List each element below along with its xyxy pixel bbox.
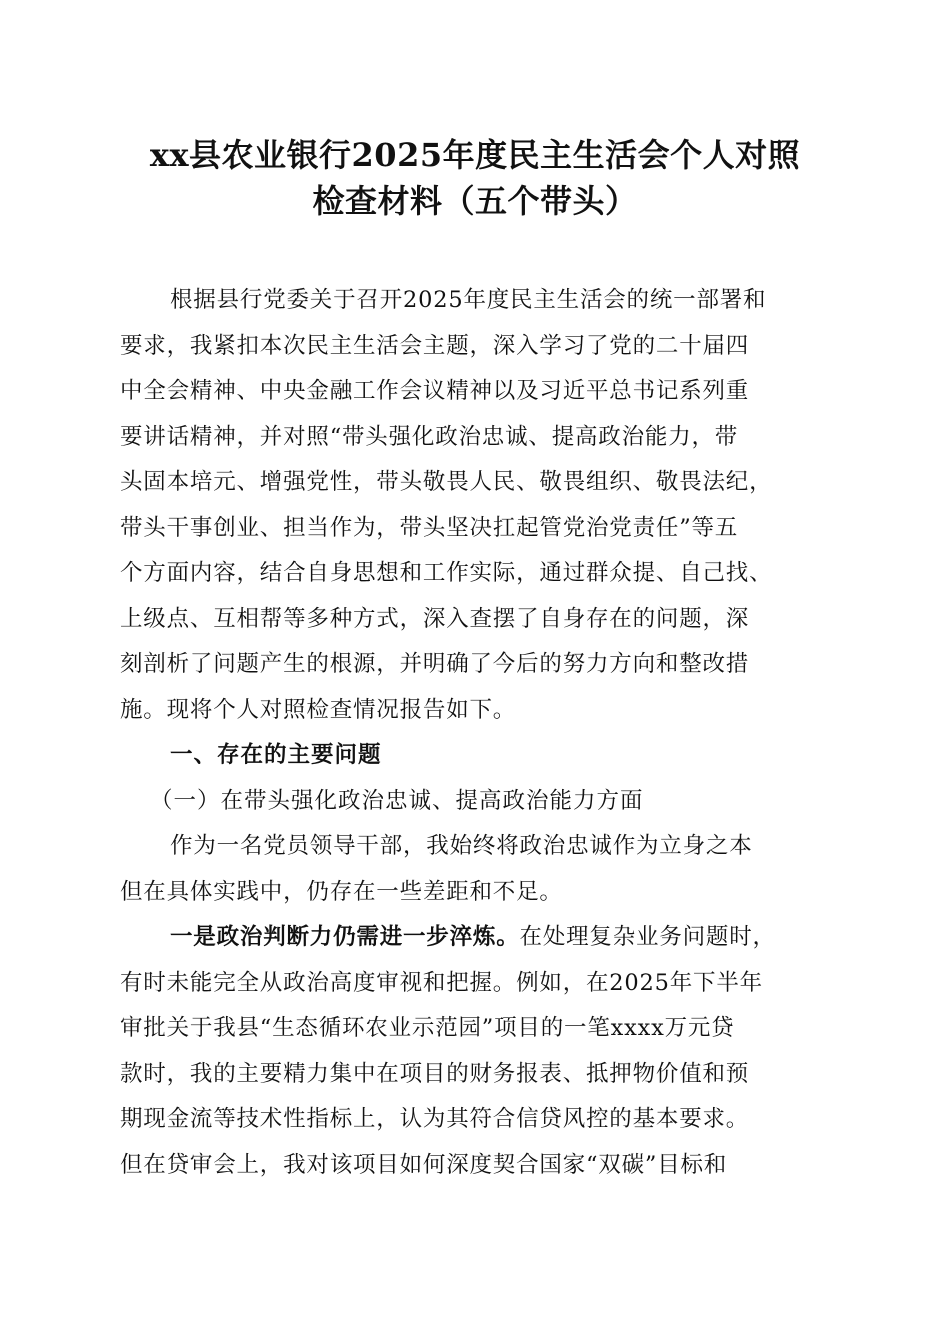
paragraph-line: 要讲话精神，并对照“带头强化政治忠诚、提高政治能力，带 <box>120 423 739 450</box>
point-first-line-rest: 在处理复杂业务问题时， <box>519 924 776 950</box>
paragraph-line: 审批关于我县“生态循环农业示范园”项目的一笔xxxx万元贷 <box>120 1015 735 1041</box>
paragraph-line: 根据县行党委关于召开2025年度民主生活会的统一部署和 <box>170 287 767 313</box>
paragraph-line: 施。现将个人对照检查情况报告如下。 <box>120 696 517 723</box>
paragraph-line: 期现金流等技术性指标上，认为其符合信贷风控的基本要求。 <box>120 1106 750 1132</box>
paragraph-line: 款时，我的主要精力集中在项目的财务报表、抵押物价值和预 <box>120 1060 750 1087</box>
point-lead: 一是政治判断力仍需进一步淬炼。 <box>170 924 520 950</box>
paragraph-line: 个方面内容，结合自身思想和工作实际，通过群众提、自己找、 <box>120 560 773 586</box>
paragraph-line <box>120 915 838 961</box>
document-title <box>100 132 850 224</box>
paragraph-line: 头固本培元、增强党性，带头敬畏人民、敬畏组织、敬畏法纪， <box>120 469 773 495</box>
paragraph-line: 但在贷审会上，我对该项目如何深度契合国家“双碳”目标和 <box>120 1151 728 1178</box>
section-heading: 一、存在的主要问题 <box>170 742 382 768</box>
paragraph-line: 刻剖析了问题产生的根源，并明确了今后的努力方向和整改措 <box>120 651 750 677</box>
paragraph-line: 作为一名党员领导干部，我始终将政治忠诚作为立身之本 <box>170 833 753 859</box>
title-line-2: 检查材料（五个带头） <box>312 182 638 220</box>
paragraph-line: 有时未能完全从政治高度审视和把握。例如，在2025年下半年 <box>120 969 763 996</box>
point-paragraph <box>120 915 838 1188</box>
intro-paragraph <box>120 278 838 733</box>
subsection-heading: （一）在带头强化政治忠诚、提高政治能力方面 <box>150 787 644 814</box>
paragraph-line: 带头干事创业、担当作为，带头坚决扛起管党治党责任”等五 <box>120 514 739 541</box>
paragraph-line: 要求，我紧扣本次民主生活会主题，深入学习了党的二十届四 <box>120 332 750 359</box>
paragraph-line: 上级点、互相帮等多种方式，深入查摆了自身存在的问题，深 <box>120 605 750 632</box>
title-line-1: xx县农业银行2025年度民主生活会个人对照 <box>149 136 801 174</box>
paragraph-line: 中全会精神、中央金融工作会议精神以及习近平总书记系列重 <box>120 378 750 404</box>
subsection-paragraph <box>120 824 838 915</box>
document-body <box>120 278 838 1188</box>
paragraph-line: 但在具体实践中，仍存在一些差距和不足。 <box>120 878 563 905</box>
